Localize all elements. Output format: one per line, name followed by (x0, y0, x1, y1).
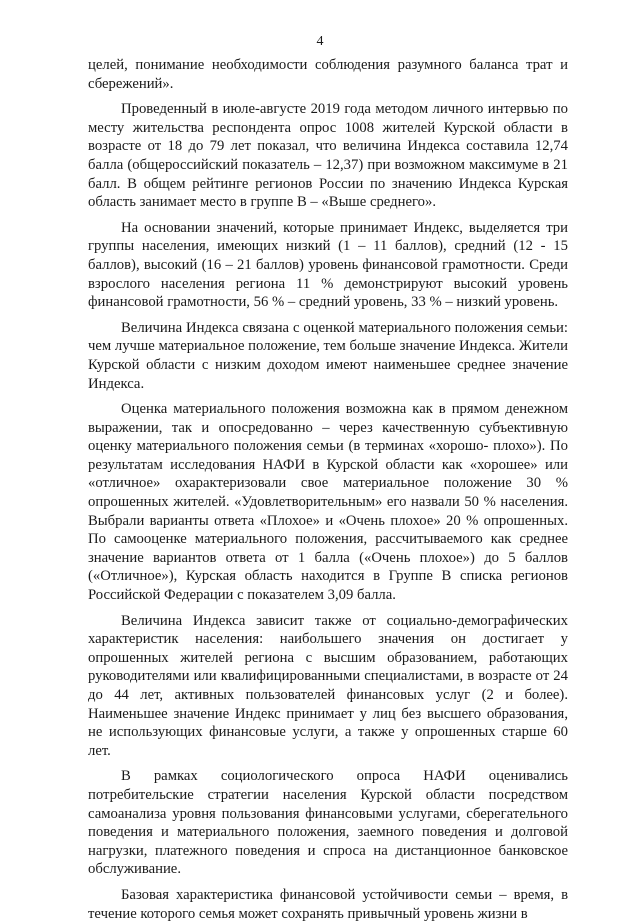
paragraph-financial-stability: Базовая характеристика финансовой устойчивости семьи – время, в течение которого семья может сохранять привычный уровень жизни в (88, 886, 568, 922)
paragraph-literacy-groups: На основании значений, которые принимает Индекс, выделяется три группы населения, имеющих низкий (1 – 11 баллов), средний (12 - 15 баллов), высокий (16 – 21 баллов) уровень финансовой грамотности. Среди взрослого населения региона 11 % демонстрируют высокий уровень финансовой грамотности, 56 % – средний уровень, 33 % – низкий уровень. (88, 219, 568, 311)
paragraph-continuation: целей, понимание необходимости соблюдения разумного баланса трат и сбережений». (88, 57, 568, 92)
page-number: 4 (316, 34, 324, 49)
paragraph-income-relation: Величина Индекса связана с оценкой материального положения семьи: чем лучше материальное положение, тем больше значение Индекса. Жители Курской области с низким доходом имеют наименьшее среднее значение Индекса. (88, 319, 568, 392)
paragraph-survey-results: Проведенный в июле-августе 2019 года методом личного интервью по месту жительства респондента опрос 1008 жителей Курской области в возрасте от 18 до 79 лет показал, что величина Индекса составила 12,74 балла (общероссийский показатель – 12,37) при возможном максимуме в 21 балл. В общем рейтинге регионов России по значению Индекса Курская область занимает место в группе В – «Выше среднего». (88, 101, 568, 211)
document-body (88, 56, 568, 923)
paragraph-material-assessment: Оценка материального положения возможна как в прямом денежном выражении, так и опосредованно – через качественную субъективную оценку материального положения семьи (в терминах «хорошо- плохо»). По результатам исследования НАФИ в Курской области как «хорошее» или «отличное» охарактеризовали свое материальное положение 30 % опрошенных жителей. «Удовлетворительным» его назвали 50 % населения. Выбрали варианты ответа «Плохое» и «Очень плохое» 20 % опрошенных. По самооценке материального положения, рассчитываемого как среднее значение вариантов ответа от 1 балла («Очень плохое») до 5 баллов («Отличное»), Курская область находится в Группе В списка регионов Российской Федерации с показателем 3,09 балла. (88, 401, 568, 604)
paragraph-consumer-strategies: В рамках социологического опроса НАФИ оценивались потребительские стратегии населения Курской области посредством самоанализа уровня пользования финансовыми услугами, сберегательного поведения и материального положения, заемного поведения и долговой нагрузки, платежного поведения и спроса на дистанционное банковское обслуживание. (88, 768, 568, 878)
paragraph-demographics: Величина Индекса зависит также от социально-демографических характеристик населения: наибольшего значения он достигает у опрошенных жителей региона с высшим образованием, работающих руководителями или квалифицированными специалистами, в возрасте от 24 до 44 лет, активных пользователей финансовых услуг (2 и более). Наименьшее значение Индекс принимает у лиц без высшего образования, не использующих финансовые услуги, а также у опрошенных старше 60 лет. (88, 612, 568, 759)
